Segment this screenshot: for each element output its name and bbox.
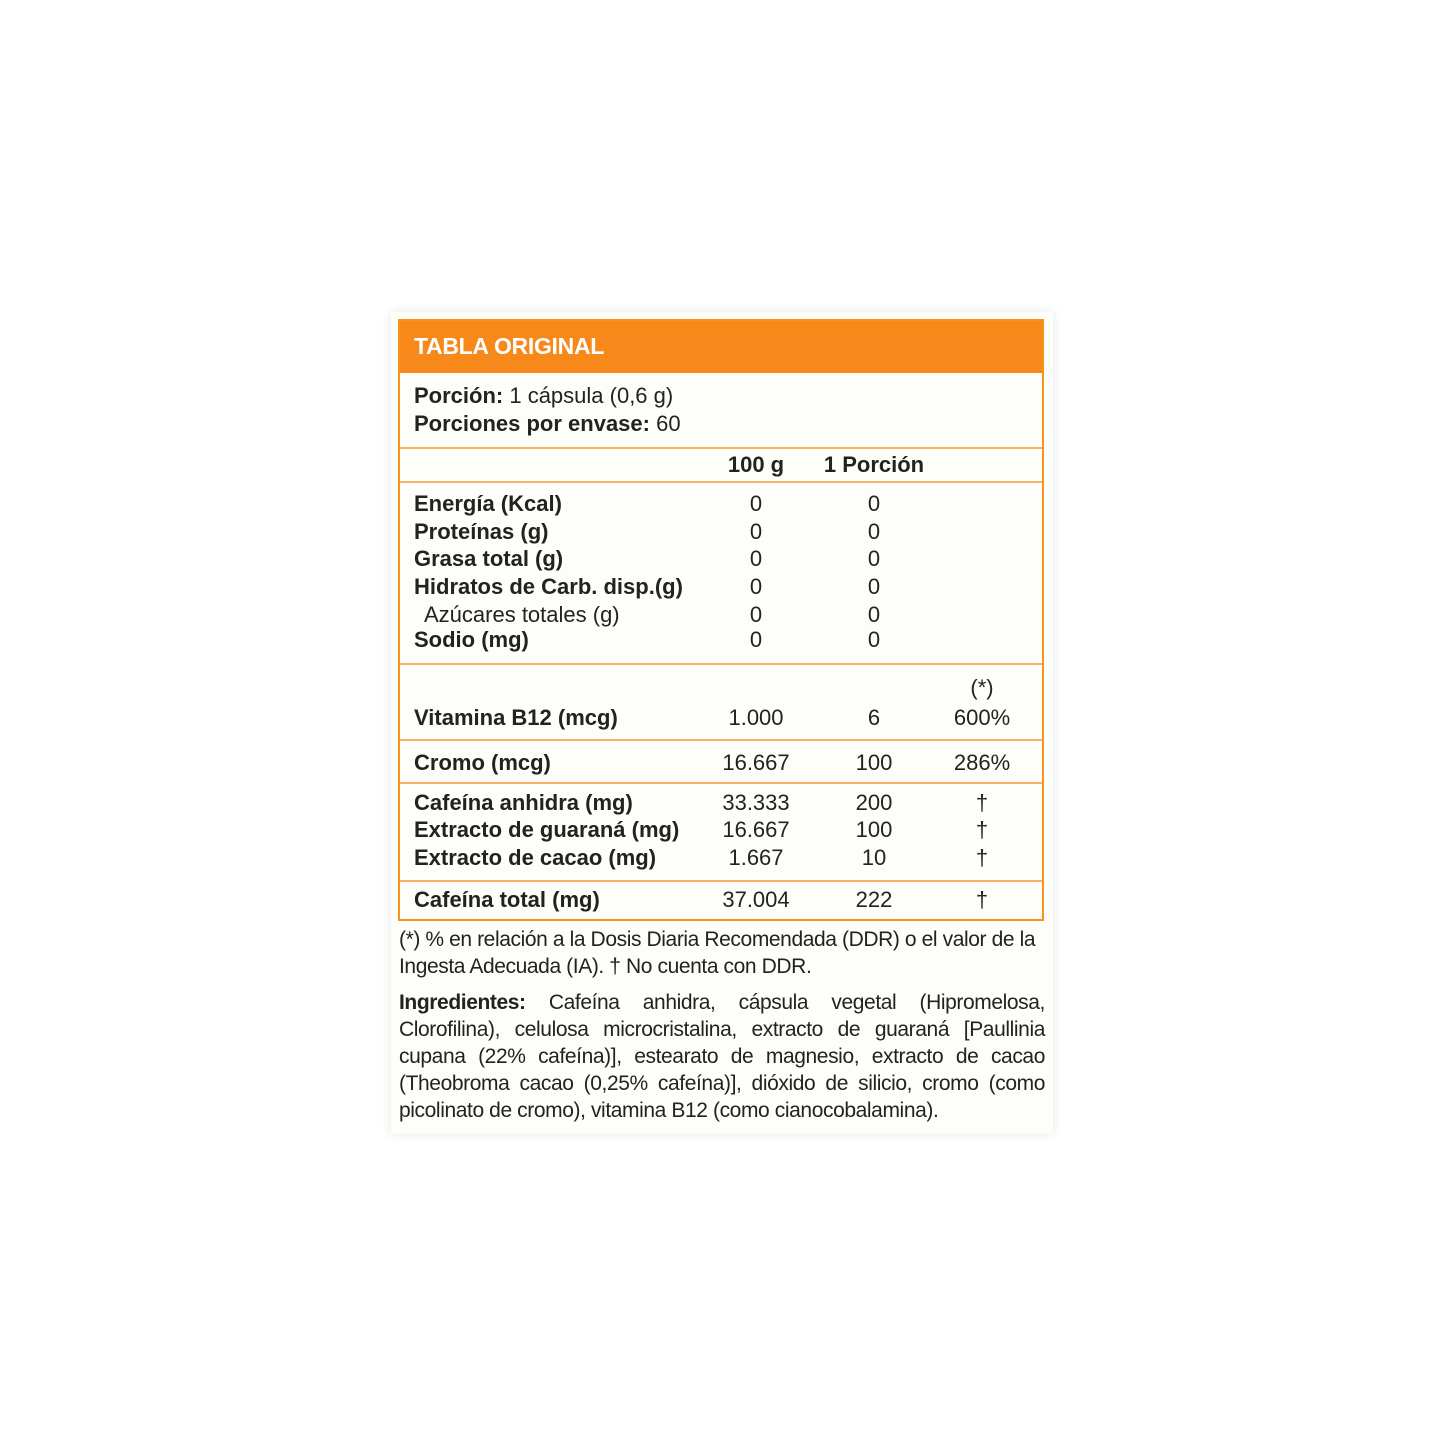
- divider: [400, 880, 1042, 882]
- portion-label: Porción:: [414, 383, 504, 408]
- row-value-portion: 0: [867, 519, 881, 544]
- divider: [400, 663, 1042, 665]
- row-value-100g: 1.667: [728, 845, 784, 870]
- nutrition-label-card: [391, 312, 1053, 1134]
- divider: [400, 447, 1042, 449]
- table-header-bar: [400, 321, 1042, 373]
- divider: [400, 739, 1042, 741]
- row-value-100g: 16.667: [722, 817, 790, 842]
- portion-value: 1 cápsula (0,6 g): [503, 383, 674, 408]
- ingredients-label: Ingredientes:: [399, 991, 526, 1014]
- row-value-portion: 0: [867, 546, 881, 571]
- row-value-portion: 222: [855, 887, 893, 912]
- row-value-100g: 0: [749, 546, 763, 571]
- row-value-100g: 0: [749, 627, 763, 652]
- row-value-100g: 0: [749, 602, 763, 627]
- row-label-guarana-extract: Extracto de guaraná (mg): [414, 817, 680, 842]
- nutrition-table: [398, 319, 1044, 921]
- servings-line: [414, 411, 681, 437]
- divider: [400, 481, 1042, 483]
- ingredients-text: Cafeína anhidra, cápsula vegetal (Hipromelosa, Clorofilina), celulosa microcristalina, extracto de guaraná [Paullinia cupana (22% cafeína)], estearato de magnesio, extracto de cacao (Theobroma cacao (0,25% cafeína)], dióxido de silicio, cromo (como picolinato de cromo), vitamina B12 (como cianocobalamina).: [399, 991, 1045, 1122]
- row-value-portion: 6: [867, 705, 881, 730]
- row-value-portion: 0: [867, 574, 881, 599]
- row-value-portion: 0: [867, 602, 881, 627]
- row-value-100g: 37.004: [722, 887, 790, 912]
- row-value-ddr: †: [975, 845, 989, 870]
- row-value-portion: 10: [861, 845, 887, 870]
- ddr-footnote: (*) % en relación a la Dosis Diaria Recomendada (DDR) o el valor de la Ingesta Adecuada (IA). † No cuenta con DDR.: [399, 928, 1036, 978]
- table-title: TABLA ORIGINAL: [414, 333, 604, 359]
- row-value-ddr: †: [975, 790, 989, 815]
- row-label-cacao-extract: Extracto de cacao (mg): [414, 845, 657, 870]
- row-value-ddr: 286%: [953, 750, 1011, 775]
- ingredients-paragraph: [399, 989, 1045, 1124]
- row-value-ddr: †: [975, 817, 989, 842]
- portion-line: [414, 383, 673, 409]
- row-value-100g: 0: [749, 574, 763, 599]
- row-label-total-fat: Grasa total (g): [414, 546, 564, 571]
- row-value-portion: 100: [855, 750, 893, 775]
- column-header-100g: 100 g: [727, 452, 785, 477]
- row-value-ddr: †: [975, 887, 989, 912]
- divider: [400, 782, 1042, 784]
- row-value-100g: 1.000: [728, 705, 784, 730]
- row-value-100g: 16.667: [722, 750, 790, 775]
- servings-value: 60: [649, 411, 681, 436]
- row-value-portion: 200: [855, 790, 893, 815]
- row-label-total-caffeine: Cafeína total (mg): [414, 887, 600, 912]
- row-value-ddr: 600%: [953, 705, 1011, 730]
- row-label-sodium: Sodio (mg): [414, 627, 529, 652]
- row-value-100g: 0: [749, 491, 763, 516]
- row-label-anhydrous-caffeine: Cafeína anhidra (mg): [414, 790, 633, 815]
- row-value-portion: 0: [867, 491, 881, 516]
- row-label-chromium: Cromo (mcg): [414, 750, 551, 775]
- ddr-marker: (*): [970, 675, 994, 700]
- row-label-carbs: Hidratos de Carb. disp.(g): [414, 574, 683, 599]
- column-header-portion: 1 Porción: [823, 452, 925, 477]
- servings-label: Porciones por envase:: [414, 411, 650, 436]
- row-label-energy: Energía (Kcal): [414, 491, 562, 516]
- row-label-vitamin-b12: Vitamina B12 (mcg): [414, 705, 618, 730]
- row-label-sugars: Azúcares totales (g): [424, 602, 620, 627]
- row-value-portion: 100: [855, 817, 893, 842]
- row-value-portion: 0: [867, 627, 881, 652]
- row-value-100g: 0: [749, 519, 763, 544]
- row-label-proteins: Proteínas (g): [414, 519, 549, 544]
- row-value-100g: 33.333: [722, 790, 790, 815]
